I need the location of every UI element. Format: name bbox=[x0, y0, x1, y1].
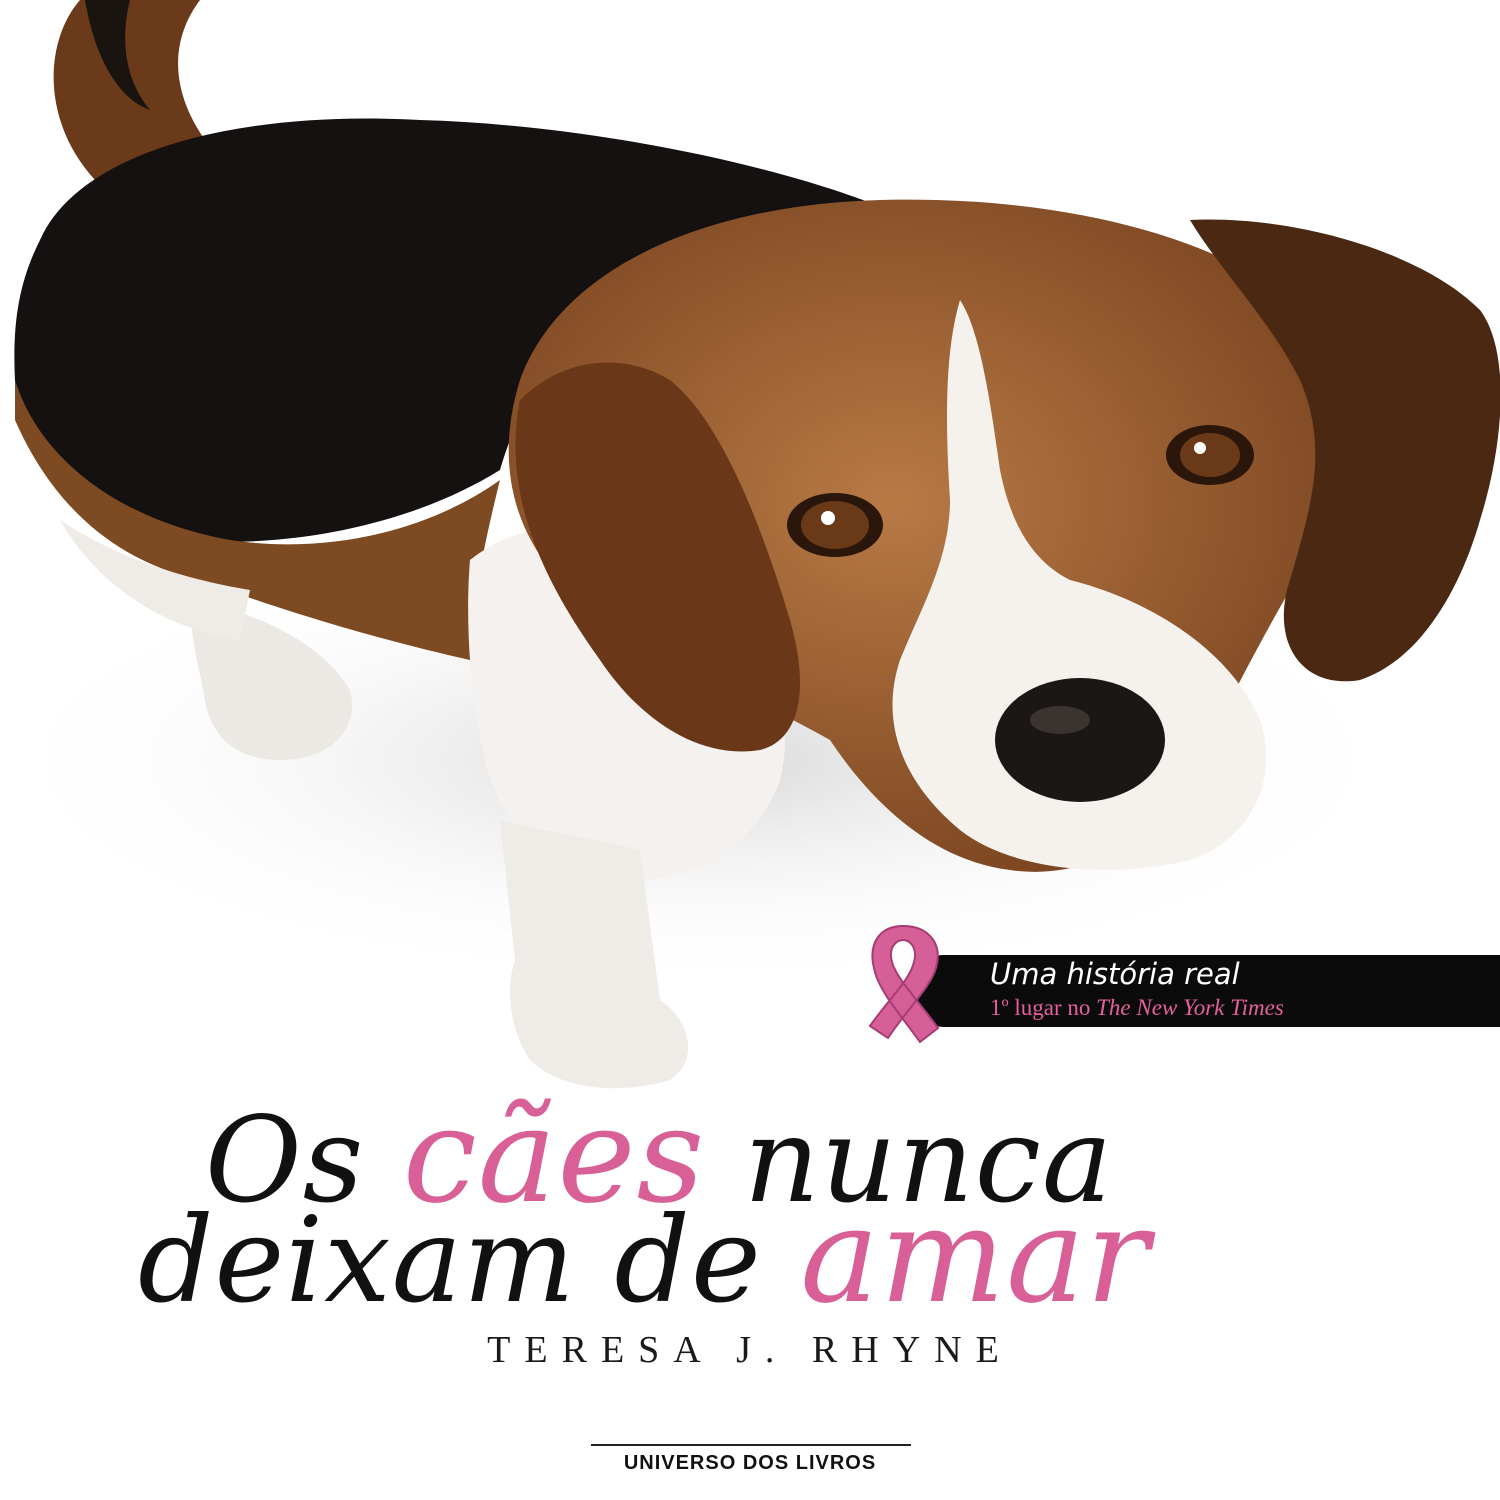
title-accent-caes: cães bbox=[402, 1079, 706, 1233]
author-name: TERESA J. RHYNE bbox=[487, 1329, 1013, 1371]
tagline-publication: The New York Times bbox=[1096, 995, 1284, 1020]
title-accent-amar: amar bbox=[800, 1179, 1150, 1333]
tagline-bestseller bbox=[990, 995, 1284, 1021]
dog-nose bbox=[995, 678, 1165, 802]
title-words-deixam-de: deixam de bbox=[138, 1191, 801, 1329]
tagline-rank: 1º lugar no bbox=[990, 995, 1097, 1020]
title-line-2 bbox=[138, 1179, 1150, 1333]
tagline-true-story: Uma história real bbox=[990, 957, 1240, 991]
publisher-rule bbox=[591, 1444, 911, 1446]
title-word-nunca: nunca bbox=[705, 1091, 1114, 1229]
title-word-os: Os bbox=[205, 1091, 403, 1229]
pink-ribbon-icon bbox=[848, 918, 958, 1058]
publisher-logo: UNIVERSO DOS LIVROS bbox=[623, 1452, 877, 1474]
